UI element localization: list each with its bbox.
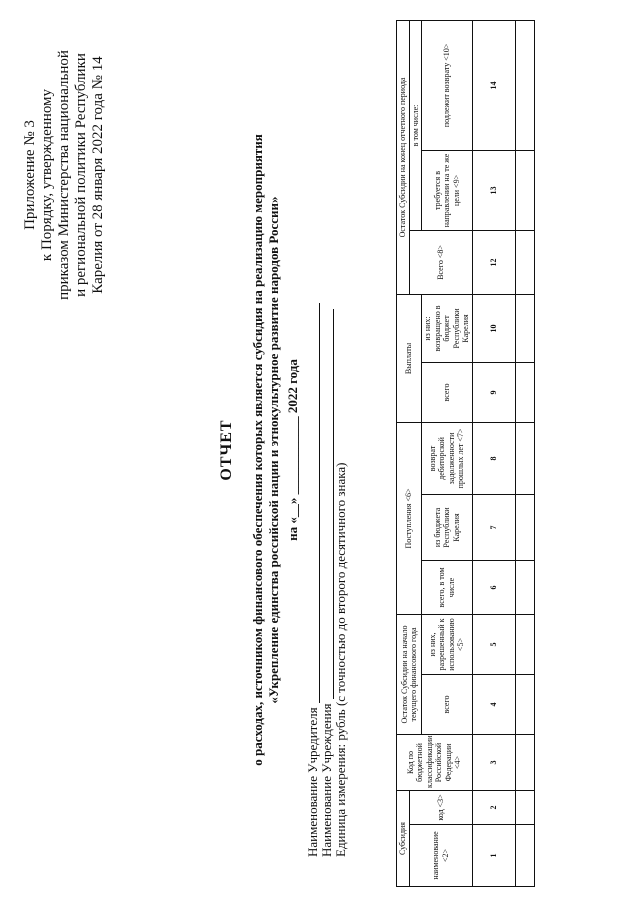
founder-fill-line: [309, 303, 320, 703]
header-payments-returned: из них: возвращено в бюджет Республики Карелия: [422, 294, 473, 362]
header-receipts: Поступления <6>: [397, 422, 422, 614]
header-receipts-budget: из бюджета Республики Карелия: [422, 494, 473, 560]
header-payments: Выплаты: [397, 294, 422, 422]
appendix-line: и региональной политики Республики: [73, 53, 89, 297]
empty-cell: [515, 362, 534, 422]
header-balance-start-allowed: из них, разрешенный к использованию <5>: [422, 614, 473, 674]
column-number: 10: [472, 294, 515, 362]
empty-cell: [515, 150, 534, 230]
header-receipts-total: всего, в том числе: [422, 560, 473, 614]
appendix-line: Приложение № 3: [22, 120, 38, 230]
column-number: 14: [472, 20, 515, 150]
column-number: 2: [472, 791, 515, 825]
header-budget-code: Код по бюджетной классификации Российской Федерации <4>: [397, 735, 473, 791]
unit-label: Единица измерения: рубль (с точностью до второго десятичного знака): [333, 462, 348, 857]
empty-cell: [515, 675, 534, 735]
empty-cell: [515, 825, 534, 887]
unit-line: [334, 303, 348, 857]
report-subtitle-line-2: «Укрепление единства российской нации и этнокультурное развитие народов России»: [266, 196, 281, 704]
column-number: 6: [472, 560, 515, 614]
header-balance-end: Остаток Субсидии на конец отчетного периода: [397, 20, 410, 294]
header-payments-total: всего: [422, 362, 473, 422]
empty-cell: [515, 422, 534, 494]
header-balance-start: Остаток Субсидии на начало текущего финансового года: [397, 614, 422, 734]
report-date-line: на «__» ____________ 2022 года: [285, 359, 300, 541]
empty-cell: [515, 560, 534, 614]
report-subtitle-line-1: о расходах, источником финансового обеспечения которых является субсидия на реализацию мероприятия: [250, 134, 265, 766]
appendix-line: приказом Министерства национальной: [56, 50, 72, 300]
empty-cell: [515, 791, 534, 825]
appendix-note: [22, 15, 107, 335]
institution-label: Наименование Учреждения: [319, 703, 334, 857]
header-balance-end-total: Всего <8>: [409, 230, 472, 294]
column-number: 4: [472, 675, 515, 735]
founder-line: [306, 303, 320, 857]
column-number: 5: [472, 614, 515, 674]
header-balance-end-return: подлежит возврату <10>: [422, 20, 473, 150]
header-balance-end-required: требуется в направлении на те же цели <9>: [422, 150, 473, 230]
table-row: [515, 20, 534, 886]
column-number: 13: [472, 150, 515, 230]
header-name: наименование <2>: [409, 825, 472, 887]
report-title-block: [218, 35, 301, 865]
empty-cell: [515, 494, 534, 560]
empty-cell: [515, 230, 534, 294]
column-number: 3: [472, 735, 515, 791]
header-receipts-debt: возврат дебиторской задолженности прошлых лет <7>: [422, 422, 473, 494]
empty-cell: [515, 20, 534, 150]
report-title: ОТЧЕТ: [218, 419, 235, 481]
column-number: 7: [472, 494, 515, 560]
appendix-line: к Порядку, утвержденному: [39, 88, 55, 262]
header-subsidy: Субсидия: [397, 791, 410, 887]
report-table: [396, 20, 535, 887]
header-balance-start-total: всего: [422, 675, 473, 735]
founder-label: Наименование Учредителя: [305, 707, 320, 857]
column-number: 9: [472, 362, 515, 422]
column-number: 1: [472, 825, 515, 887]
column-number: 8: [472, 422, 515, 494]
institution-line: [320, 303, 334, 857]
appendix-line: Карелия от 28 января 2022 года № 14: [90, 56, 106, 294]
column-number: 12: [472, 230, 515, 294]
empty-cell: [515, 614, 534, 674]
report-meta: [306, 303, 348, 857]
empty-cell: [515, 294, 534, 362]
header-balance-end-including: в том числе:: [409, 20, 422, 230]
header-code: код <3>: [409, 791, 472, 825]
empty-cell: [515, 735, 534, 791]
